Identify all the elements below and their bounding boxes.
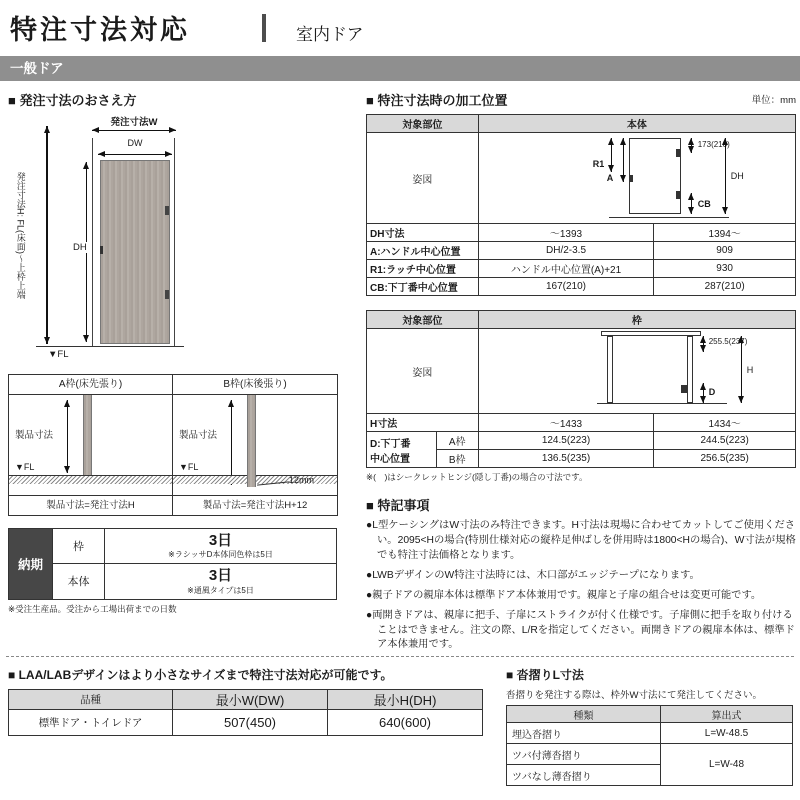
- delivery-days: 3日: [208, 532, 233, 549]
- fl-label: ▼FL: [48, 349, 69, 360]
- min-size-table: [8, 689, 483, 736]
- table-row: [9, 690, 483, 710]
- column-header: 最小H(DH): [328, 690, 483, 710]
- frame-compare-formulas: [9, 495, 337, 515]
- row-value: 909: [654, 242, 796, 260]
- row-value: 1394〜: [654, 224, 796, 242]
- a-frame-formula: 製品寸法=発注寸法H: [9, 495, 173, 515]
- row-value: 167(210): [478, 278, 654, 296]
- header-divider: [262, 14, 266, 42]
- order-height-arrow: [46, 126, 48, 344]
- floor-line: [597, 403, 727, 404]
- head-jamb: [601, 331, 701, 336]
- body-machining-table: [366, 114, 796, 296]
- door-hinge-icon: [165, 290, 169, 299]
- door-section-strip: [83, 395, 92, 475]
- table-row: [367, 224, 796, 242]
- figure-label: 姿図: [367, 329, 479, 414]
- door-handle-icon: [100, 246, 103, 254]
- delivery-label: 納期: [9, 529, 53, 600]
- b-frame-figure: [173, 395, 337, 495]
- right-jamb: [687, 336, 693, 403]
- dw-arrow: [98, 154, 172, 155]
- threshold-formula: L=W-48.5: [661, 723, 793, 744]
- min-size-section: [8, 666, 490, 736]
- frame-compare-body: [9, 395, 337, 495]
- right-column: [366, 90, 796, 653]
- part-value: 枠: [478, 311, 795, 329]
- table-row: [367, 260, 796, 278]
- table-row: [367, 432, 796, 450]
- row-label: H寸法: [367, 414, 479, 432]
- top-dim-arrow: [691, 138, 692, 153]
- frame-comparison-diagram: [8, 374, 338, 516]
- machining-title-row: [366, 90, 796, 108]
- delivery-table: [8, 528, 337, 600]
- row-value: 〜1393: [478, 224, 654, 242]
- threshold-table: [506, 705, 793, 786]
- floor-hatch: [9, 476, 172, 484]
- cb-label: CB: [697, 199, 711, 209]
- note-item: ●L型ケーシングはW寸法のみ特注できます。H寸法は現場に合わせてカットしてご使用ください。2095<Hの場合(特別仕様対応の縦枠足伸ばしを併用時は1800<Hの場合)、W寸法が規格でも特注寸法価格となります。: [366, 520, 796, 561]
- table-row: [507, 723, 793, 744]
- door-panel: [100, 160, 170, 344]
- order-width-arrow: [92, 130, 176, 131]
- section-divider: [6, 656, 794, 657]
- order-height-label: 発注寸法H: FL(床面)〜上枠上端: [15, 172, 26, 299]
- row-value: 1434〜: [654, 414, 796, 432]
- product-dimension-label: 製品寸法: [179, 430, 218, 441]
- handle-mark: [629, 175, 633, 182]
- d-arrow: [703, 383, 704, 403]
- part-header: 対象部位: [367, 115, 479, 133]
- dh-label: DH: [73, 242, 87, 253]
- part-value: 本体: [478, 115, 795, 133]
- table-row: [9, 710, 483, 736]
- a-frame-header: A枠(床先張り): [9, 375, 173, 395]
- machining-section-title: ■ 特注寸法時の加工位置: [366, 93, 508, 108]
- cb-arrow: [691, 193, 692, 214]
- frame-machining-table: [366, 310, 796, 468]
- row-value: 930: [654, 260, 796, 278]
- d-label: D: [708, 387, 716, 397]
- notes-section-title: ■ 特記事項: [366, 498, 430, 513]
- d-row-label-line1: D:下丁番: [370, 438, 411, 450]
- threshold-type: 埋込沓摺り: [507, 723, 661, 744]
- unit-label: 単位：mm: [751, 95, 796, 106]
- a-label: A: [606, 173, 614, 183]
- row-value: 124.5(223): [478, 432, 654, 450]
- frame-table-footnote: ※( )はシークレットヒンジ(隠し丁番)の場合の寸法です。: [366, 472, 588, 482]
- top-dim-arrow: [703, 336, 704, 352]
- frame-type: A枠: [436, 432, 478, 450]
- threshold-title: ■ 沓摺りL寸法: [506, 668, 584, 682]
- top-dim-label: 173(210): [697, 140, 730, 149]
- row-label: R1:ラッチ中心位置: [367, 260, 479, 278]
- column-header: 種類: [507, 706, 661, 723]
- fl-label: ▼FL: [15, 462, 35, 472]
- delivery-value: [105, 564, 337, 599]
- column-header: 最小W(DW): [173, 690, 328, 710]
- hinge-mark: [676, 149, 681, 157]
- figure-label: 姿図: [367, 133, 479, 224]
- d-row-label-line2: 中心位置: [370, 453, 410, 465]
- product-type: 標準ドア・トイレドア: [9, 710, 173, 736]
- threshold-formula: L=W-48: [661, 744, 793, 786]
- door-hinge-icon: [165, 206, 169, 215]
- row-label: CB:下丁番中心位置: [367, 278, 479, 296]
- note-item: ●両開きドアは、親扉に把手、子扉にストライクが付く仕様です。子扉側に把手を取り付けることはできません。注文の際、L/Rを指定してください。両開きドアの親扉本体は、標準ドア本体兼用です。: [366, 609, 795, 651]
- floor-line: [609, 217, 729, 218]
- row-value: 136.5(235): [478, 450, 654, 468]
- b-frame-header: B枠(床後張り): [173, 375, 337, 395]
- h-arrow: [741, 336, 742, 403]
- table-row: [367, 278, 796, 296]
- table-row: [367, 133, 796, 224]
- r1-label: R1: [592, 159, 605, 169]
- row-value: 244.5(223): [654, 432, 796, 450]
- row-label: A:ハンドル中心位置: [367, 242, 479, 260]
- door-outline: [629, 138, 681, 214]
- threshold-type: ツバ付薄沓摺り: [507, 744, 661, 765]
- hinge-mark: [681, 385, 687, 393]
- table-row: [367, 242, 796, 260]
- threshold-section: [506, 666, 796, 786]
- table-row: [9, 564, 337, 599]
- frame-line-left: [92, 138, 93, 346]
- delivery-part: 本体: [53, 564, 105, 599]
- min-height-value: 640(600): [328, 710, 483, 736]
- hinge-mark: [676, 191, 681, 199]
- delivery-days: 3日: [208, 567, 233, 585]
- left-jamb: [607, 336, 613, 403]
- delivery-note: ※通風タイプは5日: [187, 585, 254, 595]
- page-subtitle: 室内ドア: [296, 25, 364, 44]
- min-width-value: 507(450): [173, 710, 328, 736]
- r1-arrow: [611, 138, 612, 172]
- row-value: 256.5(235): [654, 450, 796, 468]
- 12mm-label: 12mm: [289, 475, 315, 485]
- a-arrow: [623, 138, 624, 182]
- table-row: [9, 529, 337, 564]
- a-frame-figure: [9, 395, 173, 495]
- product-dimension-label: 製品寸法: [15, 430, 54, 441]
- table-row: [507, 744, 793, 765]
- fl-label: ▼FL: [179, 462, 199, 472]
- page-title: 特注寸法対応: [10, 15, 190, 45]
- dh-arrow: [725, 138, 726, 214]
- part-header: 対象部位: [367, 311, 479, 329]
- row-value: DH/2-3.5: [478, 242, 654, 260]
- frame-figure-cell: [478, 329, 795, 414]
- column-header: 算出式: [661, 706, 793, 723]
- door-section-strip: [247, 395, 256, 487]
- body-figure: [479, 133, 795, 223]
- b-frame-formula: 製品寸法=発注寸法H+12: [173, 495, 337, 515]
- frame-line-right: [174, 138, 175, 346]
- table-row: [367, 311, 796, 329]
- h-label: H: [746, 365, 754, 375]
- delivery-part: 枠: [53, 529, 105, 564]
- note-item: ●LWBデザインのW特注寸法時には、木口部がエッジテープになります。: [366, 569, 700, 581]
- row-label: DH寸法: [367, 224, 479, 242]
- product-dimension-arrow: [231, 400, 232, 485]
- order-section-title: ■ 発注寸法のおさえ方: [8, 93, 137, 108]
- row-value: 287(210): [654, 278, 796, 296]
- min-size-title: ■ LAA/LABデザインはより小さなサイズまで特注寸法対応が可能です。: [8, 668, 393, 682]
- floor-line: [36, 346, 184, 347]
- product-dimension-arrow: [67, 400, 68, 473]
- delivery-note: ※ラシッサD本体同色枠は5日: [168, 550, 273, 560]
- row-value: 〜1433: [478, 414, 654, 432]
- frame-compare-header: [9, 375, 337, 395]
- delivery-footnote: ※受注生産品。受注から工場出荷までの日数: [8, 603, 177, 614]
- table-row: [507, 706, 793, 723]
- table-row: [367, 414, 796, 432]
- frame-type: B枠: [436, 450, 478, 468]
- threshold-type: ツバなし薄沓摺り: [507, 765, 661, 786]
- order-width-label: 発注寸法W: [110, 117, 158, 128]
- table-row: [367, 115, 796, 133]
- note-item: ●親子ドアの親扉本体は標準ドア本体兼用です。親扉と子扉の組合せは変更可能です。: [366, 589, 762, 601]
- dh-label: DH: [730, 171, 744, 181]
- table-row: [367, 329, 796, 414]
- row-value: ハンドル中心位置(A)+21: [478, 260, 654, 278]
- body-figure-cell: [478, 133, 795, 224]
- dw-label: DW: [127, 138, 143, 148]
- order-dimension-diagram: [8, 114, 360, 364]
- category-bar: 一般ドア: [0, 56, 800, 81]
- column-header: 品種: [9, 690, 173, 710]
- delivery-value: [105, 529, 337, 564]
- top-dim-label: 255.5(237): [708, 337, 748, 346]
- threshold-description: 沓摺りを発注する際は、枠外W寸法にて発注してください。: [506, 690, 762, 701]
- d-row-label: [367, 432, 437, 468]
- frame-figure: [479, 329, 795, 413]
- left-column: [8, 90, 360, 615]
